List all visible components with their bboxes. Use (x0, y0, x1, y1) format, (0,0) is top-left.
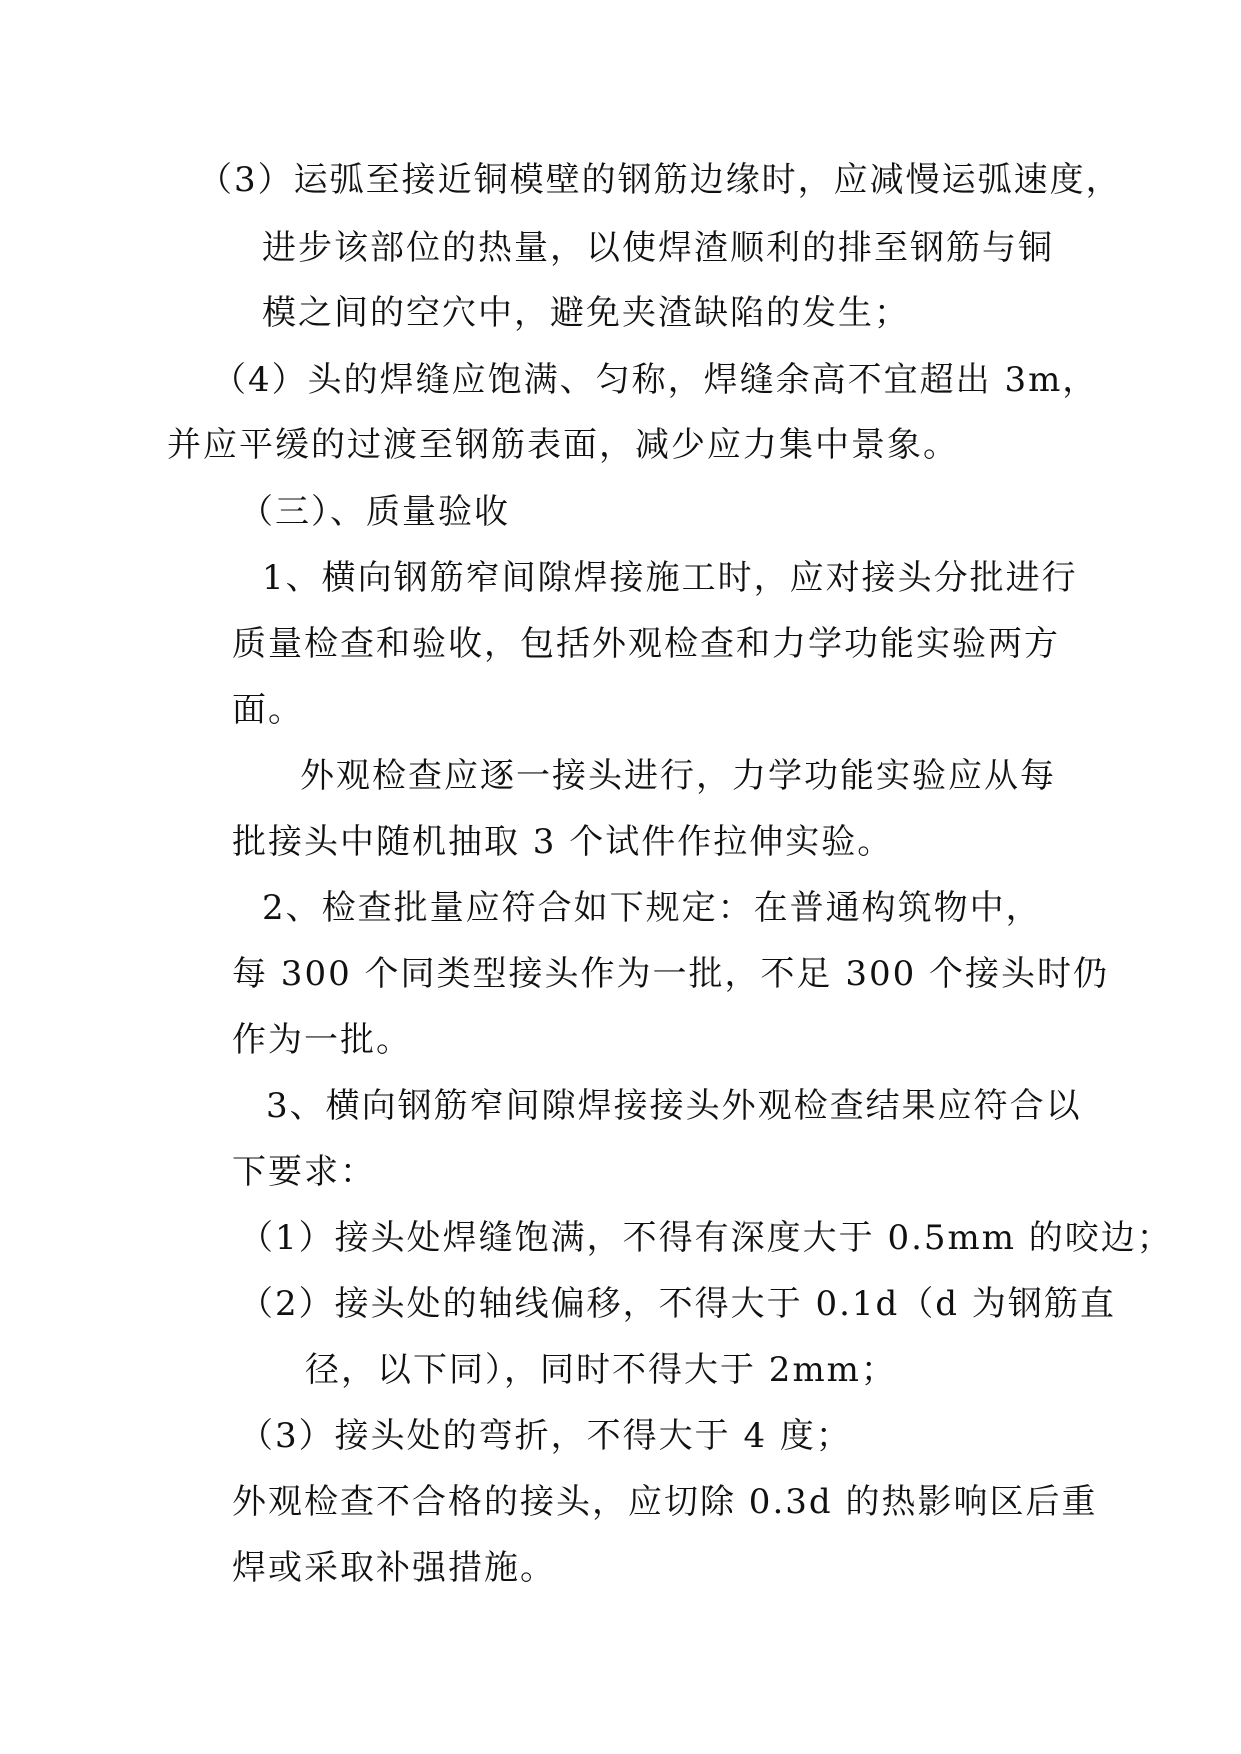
section-heading: （三）、质量验收 (239, 492, 510, 532)
text-line: 焊或采取补强措施。 (232, 1548, 556, 1588)
text-line: 径，以下同），同时不得大于 2mm； (305, 1350, 897, 1390)
text-line: （2）接头处的轴线偏移，不得大于 0.1d（d 为钢筋直 (239, 1284, 1116, 1324)
text-line: 下要求： (232, 1152, 376, 1192)
text-line: 面。 (232, 690, 304, 730)
text-line: 2、检查批量应符合如下规定：在普通构筑物中， (262, 888, 1042, 928)
text-line: 并应平缓的过渡至钢筋表面，减少应力集中景象。 (167, 425, 959, 465)
text-line: 作为一批。 (232, 1020, 412, 1060)
text-line: 外观检查不合格的接头，应切除 0.3d 的热影响区后重 (232, 1482, 1098, 1522)
text-line: 外观检查应逐一接头进行，力学功能实验应从每 (300, 756, 1056, 796)
text-line: 批接头中随机抽取 3 个试件作拉伸实验。 (232, 822, 894, 862)
text-line: 3、横向钢筋窄间隙焊接接头外观检查结果应符合以 (266, 1086, 1082, 1126)
text-line: 1、横向钢筋窄间隙焊接施工时，应对接头分批进行 (262, 558, 1078, 598)
text-line: 进步该部位的热量，以使焊渣顺利的排至钢筋与铜 (262, 228, 1054, 268)
text-line: （4）头的焊缝应饱满、匀称，焊缝余高不宜超出 3m， (212, 360, 1099, 400)
text-line: （3）接头处的弯折，不得大于 4 度； (239, 1416, 852, 1456)
text-line: 每 300 个同类型接头作为一批，不足 300 个接头时仍 (232, 954, 1110, 994)
text-line: 质量检查和验收，包括外观检查和力学功能实验两方 (232, 624, 1060, 664)
text-line: （1）接头处焊缝饱满，不得有深度大于 0.5mm 的咬边； (239, 1218, 1173, 1258)
text-line: （3）运弧至接近铜模壁的钢筋边缘时，应减慢运弧速度， (198, 160, 1122, 200)
text-line: 模之间的空穴中，避免夹渣缺陷的发生； (262, 293, 910, 333)
